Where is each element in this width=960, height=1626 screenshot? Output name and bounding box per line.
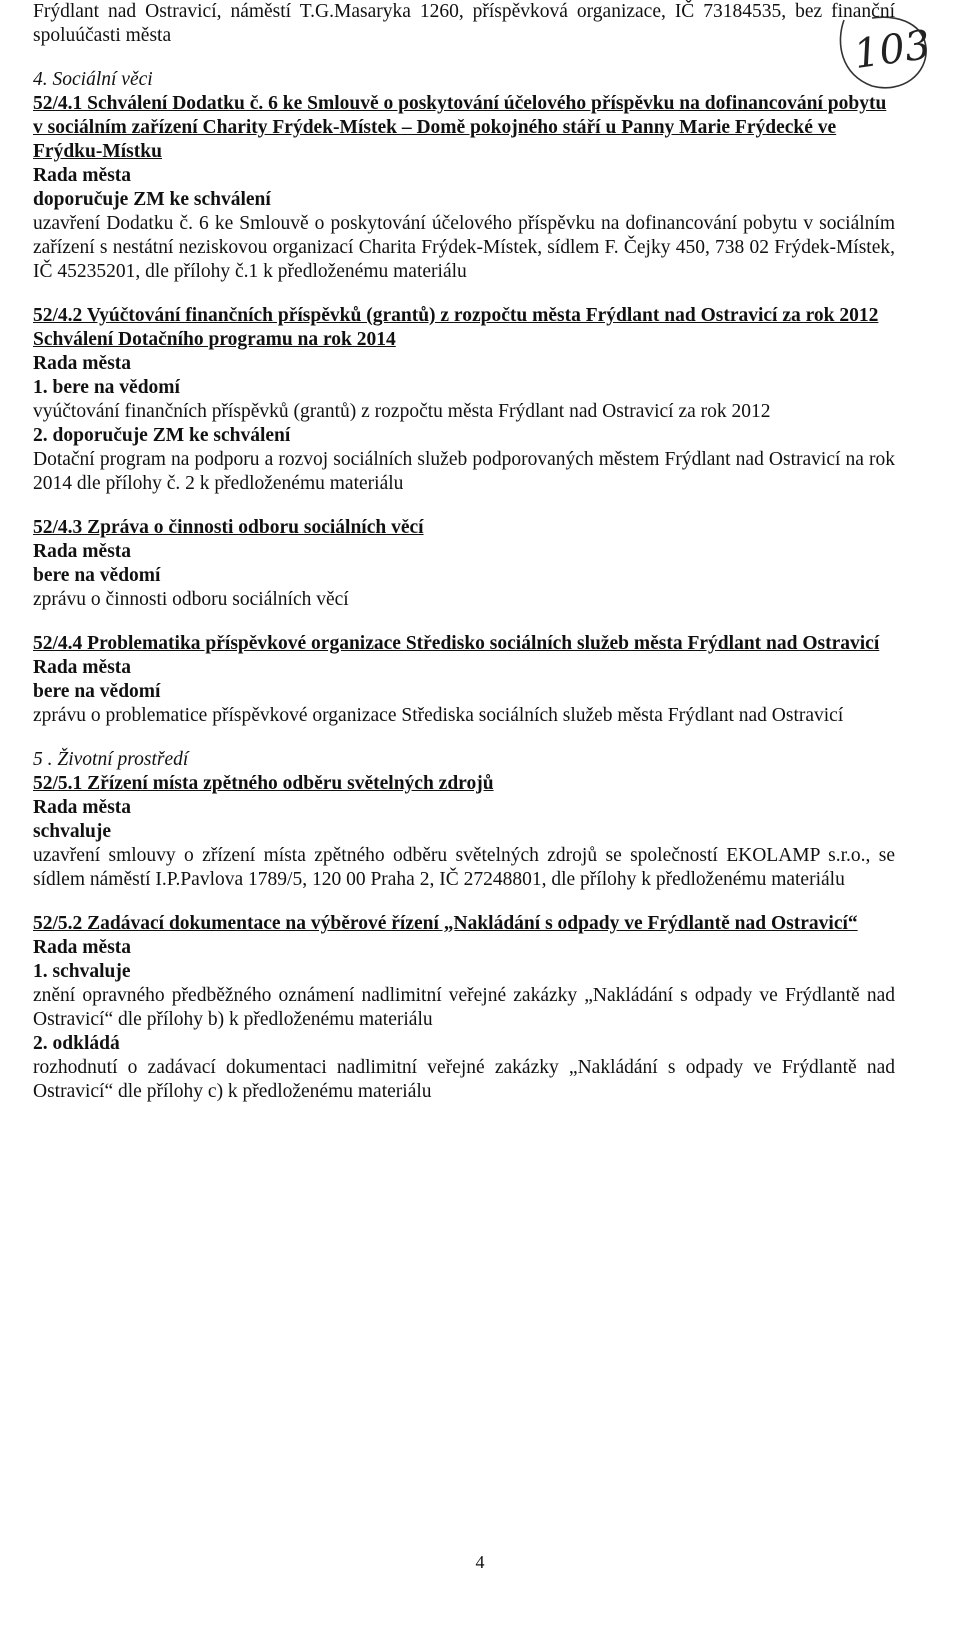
resolution-heading: 52/4.1 Schválení Dodatku č. 6 ke Smlouvě o poskytování účelového příspěvku na dofinancování pobytu v sociálním zařízení Charity Frýdek-Místek – Domě pokojného stáří u Panny Marie Frýdecké ve Frýdku-Místku — [33, 93, 887, 162]
resolution-52-4-2 — [33, 304, 895, 496]
resolution-text: uzavření Dodatku č. 6 ke Smlouvě o poskytování účelového příspěvku na dofinancování pobytu v sociálním zařízení s nestátní neziskovou organizací Charita Frýdek-Místek, sídlem F. Čejky 450, 738 02 Frýdek-Místek, IČ 45235201, dle přílohy č.1 k předloženému materiálu — [33, 213, 895, 282]
resolution-action: bere na vědomí — [33, 565, 161, 586]
intro-text: Frýdlant nad Ostravicí, náměstí T.G.Masaryka 1260, příspěvková organizace, IČ 73184535, bez finanční spoluúčasti města — [33, 1, 895, 46]
resolution-52-5-2 — [33, 912, 895, 1104]
resolution-text: uzavření smlouvy o zřízení místa zpětného odběru světelných zdrojů se společností EKOLAMP s.r.o., se sídlem náměstí I.P.Pavlova 1789/5, 120 00 Praha 2, IČ 27248801, dle přílohy k předloženému materiálu — [33, 845, 895, 890]
resolution-heading: 52/4.2 Vyúčtování finančních příspěvků (grantů) z rozpočtu města Frýdlant nad Ostravicí za rok 2012 — [33, 305, 879, 326]
resolution-action: bere na vědomí — [33, 681, 161, 702]
page-number: 4 — [475, 1552, 485, 1572]
resolution-action-1: 1. schvaluje — [33, 961, 131, 982]
resolution-action-2: 2. odkládá — [33, 1033, 120, 1054]
resolution-subheading: Schválení Dotačního programu na rok 2014 — [33, 329, 396, 350]
resolution-body: Rada města — [33, 937, 132, 958]
resolution-52-4-1 — [33, 92, 895, 284]
resolution-52-4-3 — [33, 516, 895, 612]
resolution-text: zprávu o problematice příspěvkové organizace Střediska sociálních služeb města Frýdlant nad Ostravicí — [33, 705, 844, 726]
document-page — [33, 0, 895, 1104]
section-5-title: 5 . Životní prostředí — [33, 749, 189, 770]
resolution-heading: 52/5.1 Zřízení místa zpětného odběru světelných zdrojů — [33, 773, 494, 794]
resolution-body: Rada města — [33, 541, 132, 562]
resolution-action-2: 2. doporučuje ZM ke schválení — [33, 425, 291, 446]
resolution-heading: 52/4.3 Zpráva o činnosti odboru sociálních věcí — [33, 517, 424, 538]
resolution-text-1: vyúčtování finančních příspěvků (grantů) z rozpočtu města Frýdlant nad Ostravicí za rok 2012 — [33, 401, 771, 422]
resolution-text-2: Dotační program na podporu a rozvoj sociálních služeb podporovaných městem Frýdlant nad Ostravicí na rok 2014 dle přílohy č. 2 k předloženému materiálu — [33, 449, 895, 494]
stamp-number: 103 — [851, 21, 934, 79]
resolution-52-5-1 — [33, 772, 895, 892]
section-4-title: 4. Sociální věci — [33, 69, 153, 90]
resolution-text-2: rozhodnutí o zadávací dokumentaci nadlimitní veřejné zakázky „Nakládání s odpady ve Frýdlantě nad Ostravicí“ dle přílohy c) k předloženému materiálu — [33, 1057, 895, 1102]
resolution-body: Rada města — [33, 797, 132, 818]
resolution-body: Rada města — [33, 165, 132, 186]
resolution-text-1: znění opravného předběžného oznámení nadlimitní veřejné zakázky „Nakládání s odpady ve Frýdlantě nad Ostravicí“ dle přílohy b) k předloženému materiálu — [33, 985, 895, 1030]
resolution-body: Rada města — [33, 657, 132, 678]
resolution-heading: 52/5.2 Zadávací dokumentace na výběrové řízení „Nakládání s odpady ve Frýdlantě nad Ostravicí“ — [33, 913, 858, 934]
resolution-action-1: 1. bere na vědomí — [33, 377, 180, 398]
resolution-52-4-4 — [33, 632, 895, 728]
resolution-body: Rada města — [33, 353, 132, 374]
resolution-action: doporučuje ZM ke schválení — [33, 189, 271, 210]
resolution-text: zprávu o činnosti odboru sociálních věcí — [33, 589, 349, 610]
resolution-heading: 52/4.4 Problematika příspěvkové organizace Středisko sociálních služeb města Frýdlant nad Ostravicí — [33, 633, 880, 654]
resolution-action: schvaluje — [33, 821, 111, 842]
